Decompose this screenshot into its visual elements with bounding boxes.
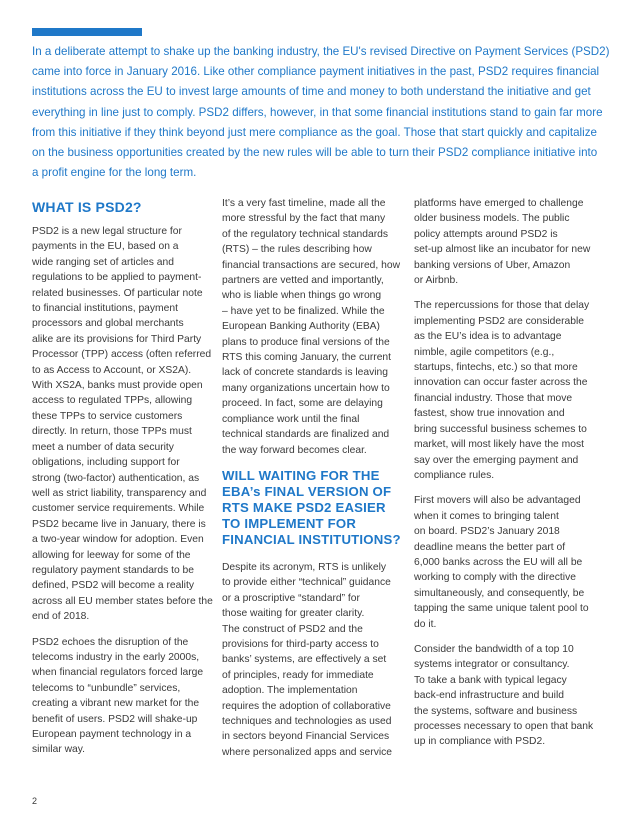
text-line: – have yet to be finalized. While the [222,305,385,317]
text-line: do it. [414,618,437,630]
text-line: on the business opportunities created by the new rules will be able to turn their PSD2 compliance initiative into [32,146,598,160]
text-line: more stressful by the fact that many [222,213,386,225]
text-line: PSD2 became live in January, there is [32,518,206,530]
text-line: meet a number of data security [32,441,174,453]
paragraph [414,196,608,288]
text-line: platforms have emerged to challenge [414,198,584,209]
text-line: banking versions of Uber, Amazon [414,259,571,271]
text-line: many organizations uncertain how to [222,382,390,394]
text-line: plans to produce final versions of the [222,336,390,348]
text-line: allowing for leeway for some of the [32,549,191,561]
text-line: wide ranging set of articles and [32,256,174,268]
text-line: financial industry. Those that move [414,392,573,404]
text-line: came into force in January 2016. Like other compliance payment initiatives in the past, PSD2 requires financial [32,65,600,79]
text-line: older business models. The public [414,213,570,225]
text-line: requires the adoption of collaborative [222,700,391,712]
text-line: WILL WAITING FOR THE [222,467,380,483]
text-line: provisions for third-party access to [222,638,379,650]
text-line: working to comply with the directive [414,572,576,584]
text-line: benefit of users. PSD2 will shake-up [32,713,198,725]
text-line: partners are vetted and importantly, [222,275,384,287]
text-line: banks’ systems, are effectively a set [222,654,387,666]
paragraph [222,560,402,760]
text-line: implementing PSD2 are considerable [414,315,584,327]
text-line: as the EU’s idea is to advantage [414,331,562,343]
text-line: Despite its acronym, RTS is unlikely [222,561,387,573]
text-line: in sectors beyond Financial Services [222,731,390,743]
text-line: alike are its provisions for Third Party [32,333,202,345]
text-line: telecoms to “unbundle” services, [32,682,181,694]
text-line: bring successful business schemes to [414,423,587,435]
text-line: on board. PSD2’s January 2018 [414,526,560,538]
column-3 [414,196,608,750]
text-line: proceed. In fact, some are delaying [222,398,383,410]
text-line: compliance work until the final [222,413,360,425]
text-line: RTS this coming January, the current [222,352,392,364]
text-line: to provide either “technical” guidance [222,577,391,589]
accent-bar [32,28,142,36]
text-line: these TPPs to service customers [32,410,183,422]
text-line: European payment technology in a [32,729,192,740]
text-line: With XS2A, banks must provide open [32,380,203,392]
text-line: It’s a very fast timeline, made all the [222,198,386,209]
paragraph [414,298,608,483]
page-number: 2 [32,796,38,806]
column-1 [32,196,212,758]
text-line: who is liable when things go wrong [222,290,382,302]
text-line: set-up almost like an incubator for new [414,244,591,256]
text-line: The repercussions for those that delay [414,300,590,312]
text-line: access to regulated TPPs, allowing [32,395,193,407]
text-line: where personalized apps and service [222,746,392,758]
text-line: PSD2 is a new legal structure for [32,226,182,237]
text-line: of the regulatory technical standards [222,228,388,240]
text-line: startups, fintechs, etc.) so that more [414,362,578,374]
text-line: Consider the bandwidth of a top 10 [414,643,574,655]
text-line: adoption. The implementation [222,685,358,697]
text-line: policy attempts around PSD2 is [414,228,558,240]
text-line: (RTS) – the rules describing how [222,244,372,256]
section-heading-what-is-psd2: WHAT IS PSD2? [32,199,142,215]
text-line: market, will most likely have the most [414,439,584,451]
text-line: FINANCIAL INSTITUTIONS? [222,531,401,547]
text-line: TO IMPLEMENT FOR [222,515,357,531]
text-line: First movers will also be advantaged [414,495,581,507]
text-line: back-end infrastructure and build [414,690,564,702]
text-line: processes necessary to open that bank [414,721,594,732]
text-line: PSD2 echoes the disruption of the [32,636,189,648]
text-line: regulatory payment standards to be [32,564,194,576]
text-line: creating a vibrant new market for the [32,698,200,710]
text-line: of principles, ready for immediate [222,669,374,681]
text-line: simultaneously, and consequently, be [414,587,585,599]
text-line: payments in the EU, based on a [32,241,179,253]
text-line: technical standards are finalized and [222,429,390,441]
text-line: processors and global merchants [32,318,184,330]
text-line: the systems, software and business [414,705,578,717]
text-line: techniques and technologies as used [222,715,392,727]
text-line: 6,000 banks across the EU will all be [414,556,583,568]
paragraph [32,224,212,625]
text-line: when financial regulators forced large [32,667,204,679]
text-line: strong (two-factor) authentication, as [32,472,200,484]
text-line: related businesses. Of particular note [32,287,203,299]
intro-paragraph [32,42,612,183]
paragraph [222,196,402,458]
text-line: European Banking Authority (EBA) [222,321,380,333]
text-line: or Airbnb. [414,275,459,287]
text-line: To take a bank with typical legacy [414,674,567,686]
text-line: In a deliberate attempt to shake up the banking industry, the EU's revised Directive on Payment Services (PSD2) [32,45,610,58]
text-line: directly. In return, those TPPs must [32,426,192,438]
text-line: end of 2018. [32,611,90,623]
section-heading-will-waiting [222,468,402,548]
text-line: from this initiative if they think beyond just mere compliance as the goal. Those that start quickly and capitalize [32,125,597,139]
text-line: RTS MAKE PSD2 EASIER [222,499,386,515]
text-line: EBA’s FINAL VERSION OF [222,483,392,499]
text-line: or a proscriptive “standard” for [222,592,360,604]
text-line: defined, PSD2 will become a reality [32,580,194,592]
text-line: tapping the same unique talent pool to [414,603,589,615]
text-line: across all EU member states before the [32,595,213,607]
text-line: lack of concrete standards is leaving [222,367,388,379]
text-line: say over the emerging payment and [414,454,579,466]
text-line: The construct of PSD2 and the [222,623,363,635]
paragraph [32,635,212,758]
text-line: to financial institutions, payment [32,303,178,315]
text-line: telecoms industry in the early 2000s, [32,651,200,663]
text-line: institutions across the EU to invest large amounts of time and money to both understand the initiative and get [32,85,591,99]
text-line: compliance rules. [414,469,495,481]
text-line: customer service requirements. While [32,503,205,515]
text-line: regulations to be applied to payment- [32,272,202,284]
text-line: financial transactions are secured, how [222,259,401,271]
text-line: everything in line just to comply. PSD2 differs, however, in that some financial institutions stand to gain far more [32,105,603,119]
text-line: those waiting for greater clarity. [222,608,365,620]
text-line: to as Access to Account, or XS2A). [32,364,192,376]
text-line: Processor (TPP) access (often referred [32,349,212,361]
paragraph [414,493,608,632]
text-line: obligations, including support for [32,457,180,469]
text-line: nimble, agile competitors (e.g., [414,346,555,358]
text-line: when it comes to bringing talent [414,510,559,522]
paragraph [414,642,608,750]
column-2 [222,196,402,760]
text-line: up in compliance with PSD2. [414,736,546,748]
text-line: similar way. [32,744,86,756]
text-line: fastest, show true innovation and [414,408,565,420]
text-line: well as strict liability, transparency and [32,487,207,499]
text-line: a profit engine for the long term. [32,166,197,180]
text-line: a two-year window for adoption. Even [32,534,204,546]
text-line: deadline means the better part of [414,541,566,553]
text-line: the way forward becomes clear. [222,444,367,456]
text-line: innovation can occur faster across the [414,377,588,389]
text-line: systems integrator or consultancy. [414,659,570,671]
